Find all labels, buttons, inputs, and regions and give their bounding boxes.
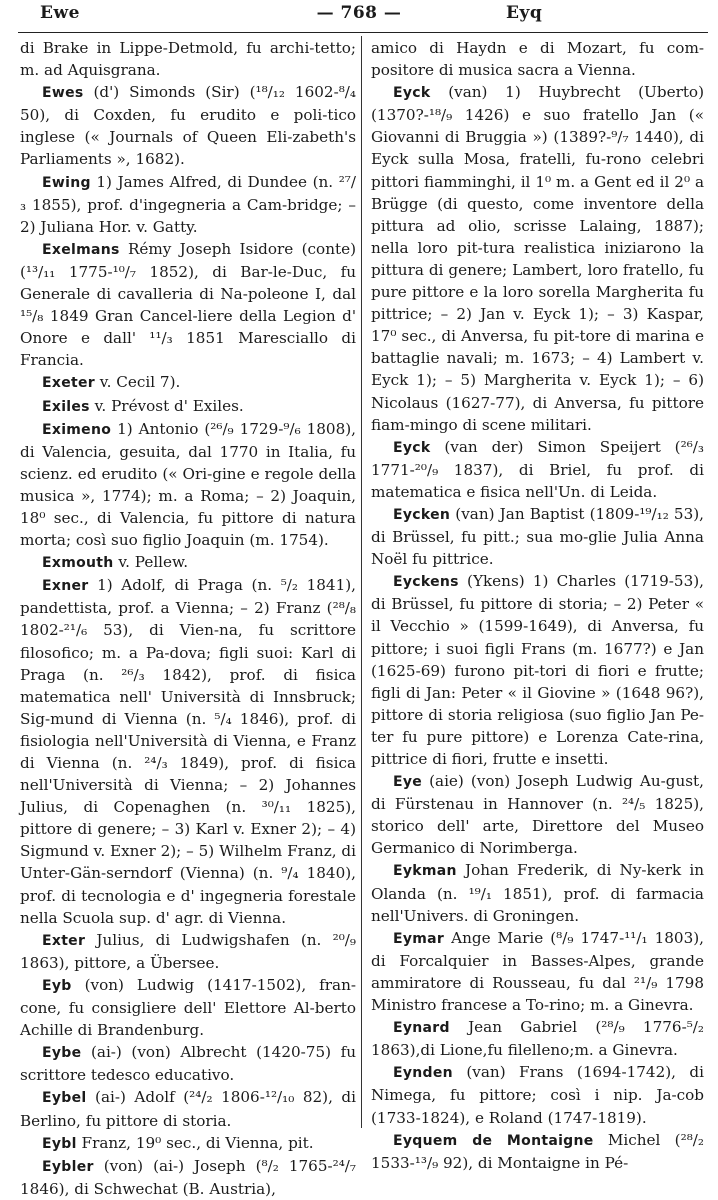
entry-headword: Eximeno xyxy=(42,421,112,438)
dictionary-entry xyxy=(20,929,356,974)
entry-text: 1) James Alfred, di Dundee (n. ²⁷/₃ 1855), prof. d'ingegneria a Cam-bridge; – 2) Juliana Hor. v. Gatty. xyxy=(20,172,356,236)
entry-text: (van der) Simon Speijert (²⁶/₃ 1771-²⁰/₉ 1837), di Briel, fu prof. di matematica e fisica nell'Un. di Leida. xyxy=(371,437,704,501)
dictionary-entry xyxy=(20,81,356,170)
entry-text: (ai-) Adolf (²⁴/₂ 1806-¹²/₁₀ 82), di Berlino, fu pittore di storia. xyxy=(20,1088,356,1130)
dictionary-entry xyxy=(371,570,704,770)
entry-headword: Eye xyxy=(393,774,423,791)
entry-text: 1) Adolf, di Praga (n. ⁵/₂ 1841), pandettista, prof. a Vienna; – 2) Franz (²⁸/₈ 1802-²¹/₆ 53), di Vien-na, fu scrittore filosofico; m. a Pa-dova; figli suoi: Karl di Praga (n. ²⁶/₃ 1842), prof. di fisica matematica nell' Università di Innsbruck; Sig-mund di Vienna (n. ⁵/₄ 1846), prof. di fisiologia nell'Università di Vienna, e Franz di Vienna (n. ²⁴/₃ 1849), prof. di fisica nell'Università di Vienna; – 2) Johannes Julius, di Copenaghen (n. ³⁰/₁₁ 1825), pittore di genere; – 3) Karl v. Exner 2); – 4) Sigmund v. Exner 2); – 5) Wilhelm Franz, di Unter-Gän-serndorf (Vienna) (n. ⁹/₄ 1840), prof. di tecnologia e d' ingegneria forestale nella Scuola sup. d' agr. di Vienna. xyxy=(20,576,356,927)
entry-headword: Eycken xyxy=(393,506,451,523)
dictionary-entry xyxy=(20,395,356,418)
entry-text: (von) Ludwig (1417-1502), fran-cone, fu consigliere dell' Elettore Al-berto Achille di Brandenburg. xyxy=(20,975,356,1040)
entry-headword: Eykman xyxy=(393,863,457,880)
dictionary-entry xyxy=(20,37,356,81)
entry-text: (ai-) (von) Albrecht (1420-75) fu scrittore tedesco educativo. xyxy=(20,1043,356,1085)
entry-headword: Eyquem de Montaigne xyxy=(393,1132,594,1149)
entry-headword: Eyckens xyxy=(393,574,459,591)
dictionary-entry xyxy=(20,371,356,394)
entry-headword: Exmouth xyxy=(42,555,114,572)
dictionary-entry xyxy=(20,171,356,238)
dictionary-entry xyxy=(20,238,356,372)
dictionary-entry xyxy=(371,436,704,503)
entry-text: (van) 1) Huybrecht (Uberto) (1370?-¹⁸/₉ 1426) e suo fratello Jan (« Giovanni di Bruggia ») (1389?-⁹/₇ 1440), di Eyck sulla Mosa, fratelli, fu-rono celebri pittori fiamminghi, il 1⁰ m. a Gent ed il 2⁰ a Brügge (di questo, come inventore della pittura ad olio, scrisse Lalaing, 1887); nella loro pit-tura realistica iniziarono la pittura di genere; Lambert, loro fratello, fu pure pittore e la loro sorella Margherita fu pittrice; – 2) Jan v. Eyck 1); – 3) Kaspar, 17⁰ sec., di Anversa, fu pit-tore di marina e battaglie navali; m. 1673; – 4) Lambert v. Eyck 1); – 5) Margherita v. Eyck 1); – 6) Nicolaus (1627-77), di Anversa, fu pittore fiam-mingo di scene militari. xyxy=(371,83,704,434)
entry-headword: Eynden xyxy=(393,1065,453,1082)
dictionary-entry xyxy=(371,1061,704,1128)
column-divider xyxy=(361,36,362,1128)
right-column xyxy=(371,37,704,1174)
dictionary-entry xyxy=(371,503,704,570)
entry-headword: Ewes xyxy=(42,85,84,102)
entry-text: (d') Simonds (Sir) (¹⁸/₁₂ 1602-⁸/₄ 50), di Coxden, fu erudito e poli-tico inglese (« Journals of Queen Eli-zabeth's Parliaments », 1682). xyxy=(20,83,356,169)
entry-text: (aie) (von) Joseph Ludwig Au-gust, di Fürstenau in Hannover (n. ²⁴/₅ 1825), storico dell' arte, Direttore del Museo Germanico di Norimberga. xyxy=(371,772,704,858)
entry-headword: Eyck xyxy=(393,439,431,456)
dictionary-entry xyxy=(20,551,356,574)
dictionary-entry xyxy=(371,927,704,1016)
entry-text: Rémy Joseph Isidore (conte) (¹³/₁₁ 1775-¹⁰/₇ 1852), di Bar-le-Duc, fu Generale di cavalleria di Na-poleone I, dal ¹⁵/₈ 1849 Gran Cancel-liere della Legion d' Onore e dall' ¹¹/₃ 1851 Maresciallo di Francia. xyxy=(20,239,356,370)
dictionary-entry xyxy=(371,770,704,859)
entry-headword: Eybel xyxy=(42,1090,87,1107)
entry-text: Ange Marie (⁸/₉ 1747-¹¹/₁ 1803), di Forcalquier in Basses-Alpes, grande ammiratore di Rousseau, fu dal ²¹/₉ 1798 Ministro francese a To-rino; m. a Ginevra. xyxy=(371,928,704,1015)
entry-headword: Eymar xyxy=(393,930,445,947)
entry-text: Julius, di Ludwigshafen (n. ²⁰/₉ 1863), pittore, a Übersee. xyxy=(20,930,356,972)
entry-text: v. Pellew. xyxy=(113,553,189,572)
entry-text: (von) (ai-) Joseph (⁸/₂ 1765-²⁴/₇ 1846), di Schwechat (B. Austria), xyxy=(20,1156,356,1198)
header-rule xyxy=(18,32,708,33)
running-head-right: Eyq xyxy=(506,3,543,23)
running-head-left: Ewe xyxy=(40,3,80,23)
entry-headword: Eyck xyxy=(393,85,431,102)
entry-text: Johan Frederik, di Ny-kerk in Olanda (n. ¹⁹/₁ 1851), prof. di farmacia nell'Univers. di Groningen. xyxy=(371,861,704,925)
dictionary-entry xyxy=(20,1086,356,1131)
dictionary-entry xyxy=(20,1155,356,1200)
entry-headword: Exeter xyxy=(42,375,95,392)
page-number: — 768 — xyxy=(316,3,402,23)
dictionary-entry xyxy=(371,1129,704,1174)
entry-text: Michel (²⁸/₂ 1533-¹³/₉ 92), di Montaigne in Pé- xyxy=(371,1130,704,1172)
dictionary-entry xyxy=(371,1016,704,1061)
entry-headword: Exiles xyxy=(42,398,90,415)
entry-headword: Exner xyxy=(42,578,89,595)
page-header xyxy=(0,0,718,30)
entry-headword: Eyb xyxy=(42,977,72,994)
dictionary-entry xyxy=(20,1132,356,1155)
entry-headword: Eynard xyxy=(393,1020,450,1037)
dictionary-entry xyxy=(20,1041,356,1086)
entry-text: (Ykens) 1) Charles (1719-53), di Brüssel, fu pittore di storia; – 2) Peter « il Vecchio » (1599-1649), di Anversa, fu pittore; i suoi figli Frans (m. 1677?) e Jan (1625-69) furono pit-tori di fiori e frutte; figli di Jan: Peter « il Giovine » (1648 96?), pittore di storia religiosa (suo figlio Jan Pe-ter fu pure pittore) e Lorenza Cate-rina, pittrice di fiori, frutte e insetti. xyxy=(371,572,704,768)
entry-text: v. Cecil 7). xyxy=(94,373,181,392)
entry-headword: Exelmans xyxy=(42,241,120,258)
entry-text: Franz, 19⁰ sec., di Vienna, pit. xyxy=(76,1133,314,1152)
dictionary-entry xyxy=(371,859,704,926)
dictionary-entry xyxy=(371,37,704,81)
entry-headword: Eybler xyxy=(42,1158,94,1175)
entry-text: 1) Antonio (²⁶/₉ 1729-⁹/₆ 1808), di Valencia, gesuita, dal 1770 in Italia, fu scienz. ed erudito (« Ori-gine e regole della musica », 1774); m. a Roma; – 2) Joaquin, 18⁰ sec., di Valencia, fu pittore di natura morta; così suo figlio Joaquin (m. 1754). xyxy=(20,419,356,550)
entry-text: Jean Gabriel (²⁸/₉ 1776-⁵/₂ 1863),di Lione,fu filelleno;m. a Ginevra. xyxy=(371,1018,704,1060)
dictionary-entry xyxy=(20,974,356,1041)
entry-headword: Ewing xyxy=(42,174,91,191)
dictionary-entry xyxy=(20,574,356,929)
entry-headword: Eybe xyxy=(42,1045,82,1062)
dictionary-entry xyxy=(371,81,704,436)
entry-text: (van) Frans (1694-1742), di Nimega, fu pittore; così i nip. Ja-cob (1733-1824), e Roland (1747-1819). xyxy=(371,1063,704,1127)
entry-text: amico di Haydn e di Mozart, fu com-positore di musica sacra a Vienna. xyxy=(371,39,704,80)
left-column xyxy=(20,37,356,1200)
entry-text: (van) Jan Baptist (1809-¹⁹/₁₂ 53), di Brüssel, fu pitt.; sua mo-glie Julia Anna Noël fu pittrice. xyxy=(371,504,704,569)
dictionary-entry xyxy=(20,418,356,552)
entry-headword: Exter xyxy=(42,932,86,949)
entry-headword: Eybl xyxy=(42,1135,77,1152)
entry-text: di Brake in Lippe-Detmold, fu archi-tetto; m. ad Aquisgrana. xyxy=(20,39,356,80)
entry-text: v. Prévost d' Exiles. xyxy=(89,396,244,415)
